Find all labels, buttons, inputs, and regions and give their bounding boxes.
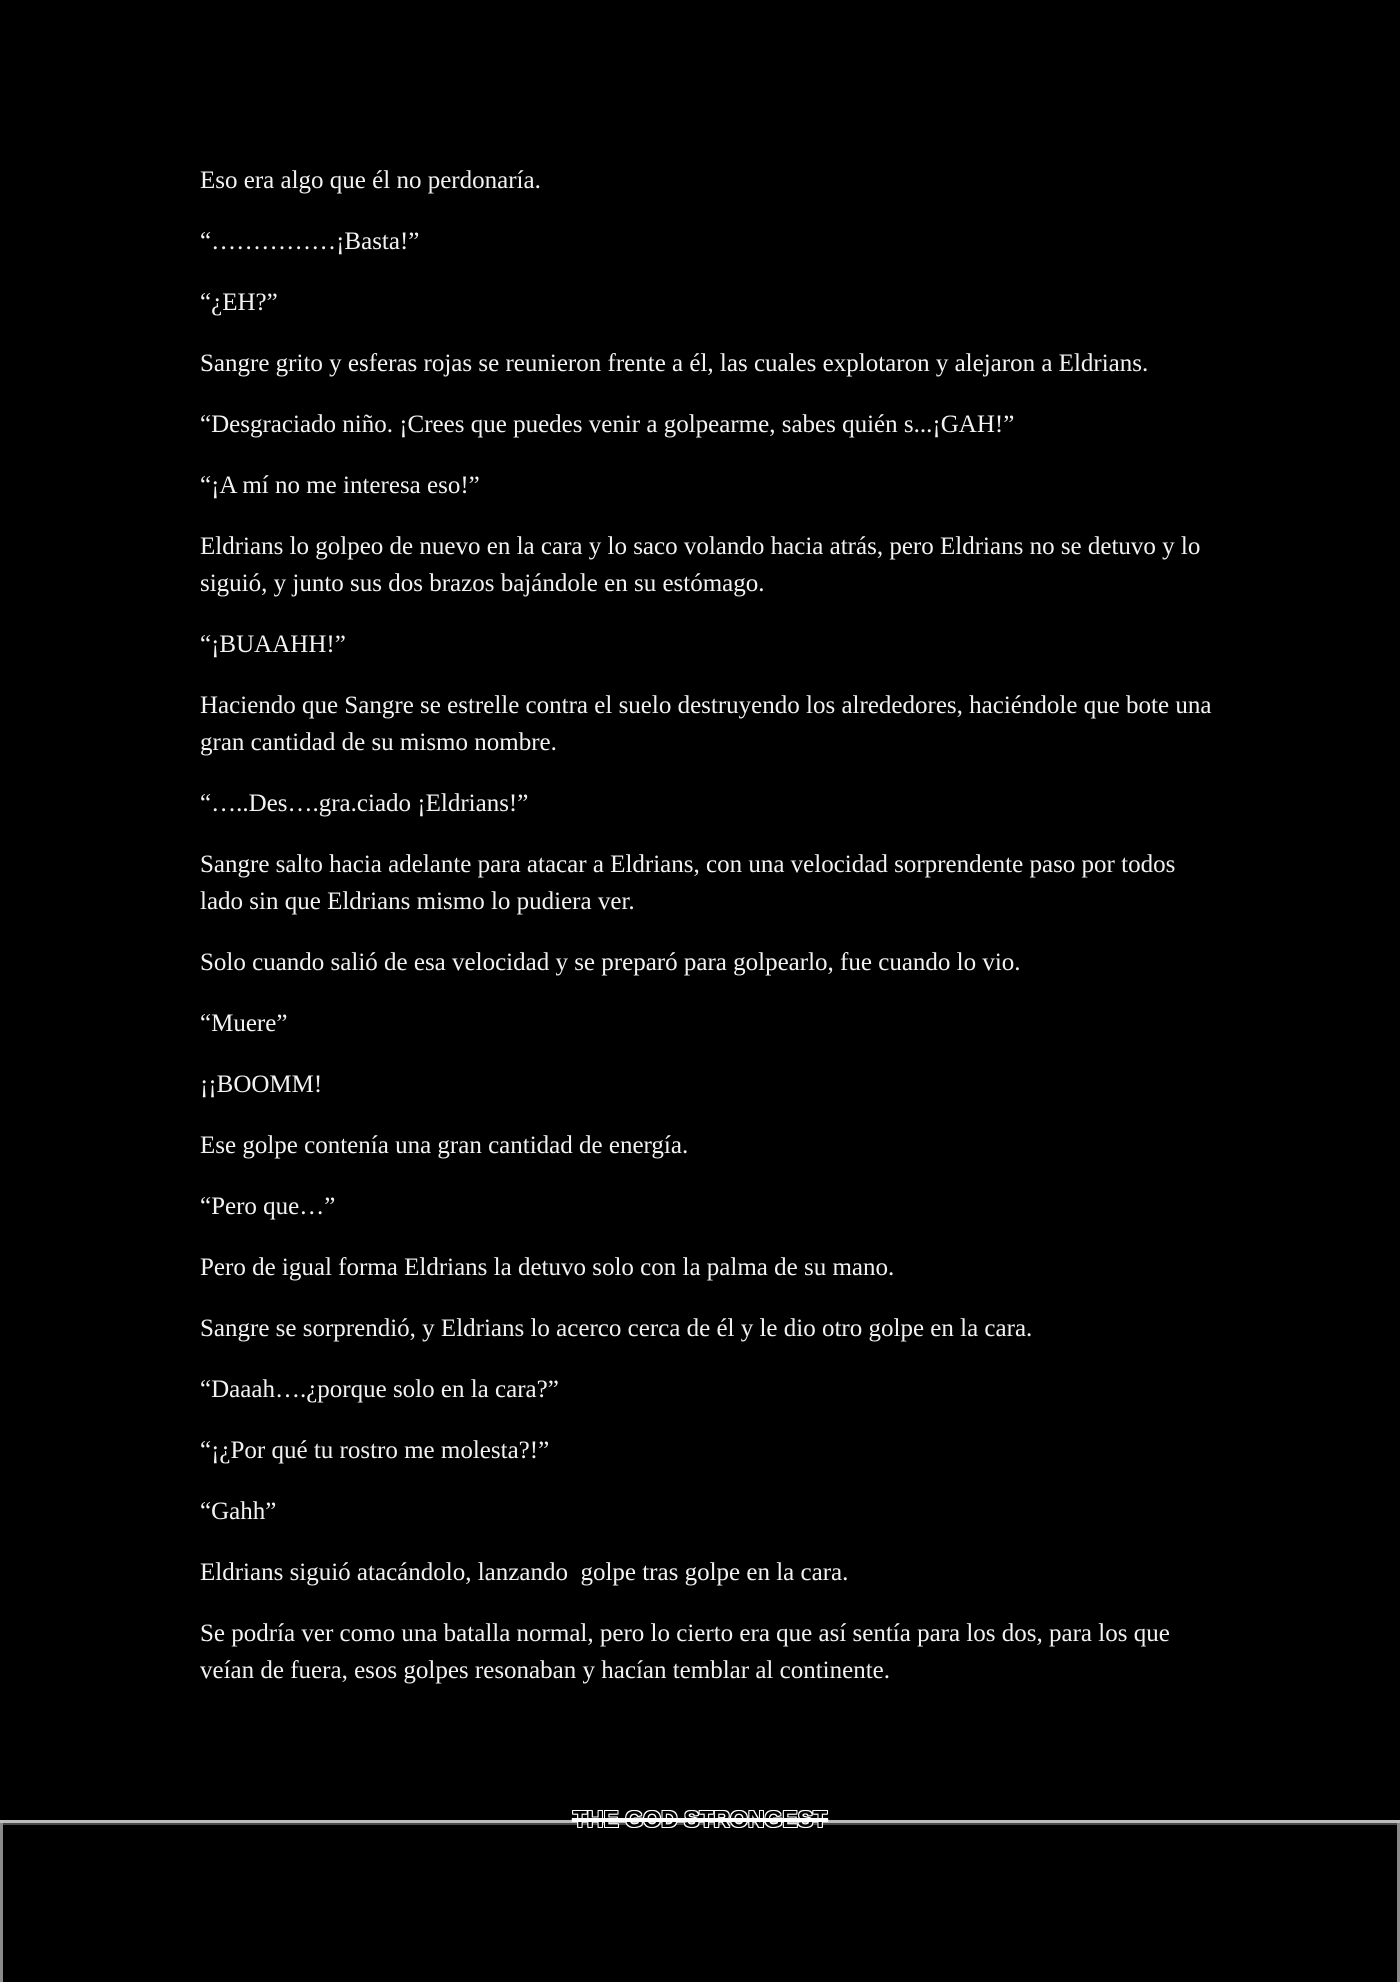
paragraph: Haciendo que Sangre se estrelle contra el suelo destruyendo los alrededores, haciéndole que bote una gran cantidad de su mismo nombre. [200, 692, 1218, 756]
footer-band [0, 1820, 1400, 1982]
paragraph: Se podría ver como una batalla normal, pero lo cierto era que así sentía para los dos, para los que veían de fuera, esos golpes resonaban y hacían temblar al continente. [200, 1620, 1177, 1684]
paragraph: “¡A mí no me interesa eso!” [200, 472, 480, 499]
paragraph: “¿EH?” [200, 289, 278, 316]
paragraph: Sangre se sorprendió, y Eldrians lo acerco cerca de él y le dio otro golpe en la cara. [200, 1315, 1033, 1342]
paragraph: Sangre grito y esferas rojas se reunieron frente a él, las cuales explotaron y alejaron a Eldrians. [200, 350, 1149, 377]
paragraph: “Daaah….¿porque solo en la cara?” [200, 1376, 559, 1403]
paragraph: Eso era algo que él no perdonaría. [200, 167, 541, 194]
paragraph: “Gahh” [200, 1498, 277, 1525]
paragraph: “Desgraciado niño. ¡Crees que puedes venir a golpearme, sabes quién s...¡GAH!” [200, 411, 1015, 438]
paragraph: “¡¿Por qué tu rostro me molesta?!” [200, 1437, 550, 1464]
paragraph: ¡¡BOOMM! [200, 1071, 323, 1098]
paragraph: “Muere” [200, 1010, 288, 1037]
paragraph: “…..Des….gra.ciado ¡Eldrians!” [200, 790, 529, 817]
paragraph: Eldrians siguió atacándolo, lanzando golpe tras golpe en la cara. [200, 1559, 849, 1586]
paragraph: Eldrians lo golpeo de nuevo en la cara y lo saco volando hacia atrás, pero Eldrians no se detuvo y lo siguió, y junto sus dos brazos bajándole en su estómago. [200, 533, 1207, 597]
paragraph: Sangre salto hacia adelante para atacar a Eldrians, con una velocidad sorprendente paso por todos lado sin que Eldrians mismo lo pudiera ver. [200, 851, 1182, 915]
paragraph: “……………¡Basta!” [200, 228, 420, 255]
document-body [200, 162, 1220, 1713]
paragraph: “Pero que…” [200, 1193, 336, 1220]
paragraph: “¡BUAAHH!” [200, 631, 346, 658]
watermark-logo: THE GOD STRONGEST [572, 1806, 828, 1832]
paragraph: Pero de igual forma Eldrians la detuvo solo con la palma de su mano. [200, 1254, 895, 1281]
footer-left-edge [0, 1823, 3, 1982]
paragraph: Solo cuando salió de esa velocidad y se preparó para golpearlo, fue cuando lo vio. [200, 949, 1021, 976]
paragraph: Ese golpe contenía una gran cantidad de energía. [200, 1132, 689, 1159]
